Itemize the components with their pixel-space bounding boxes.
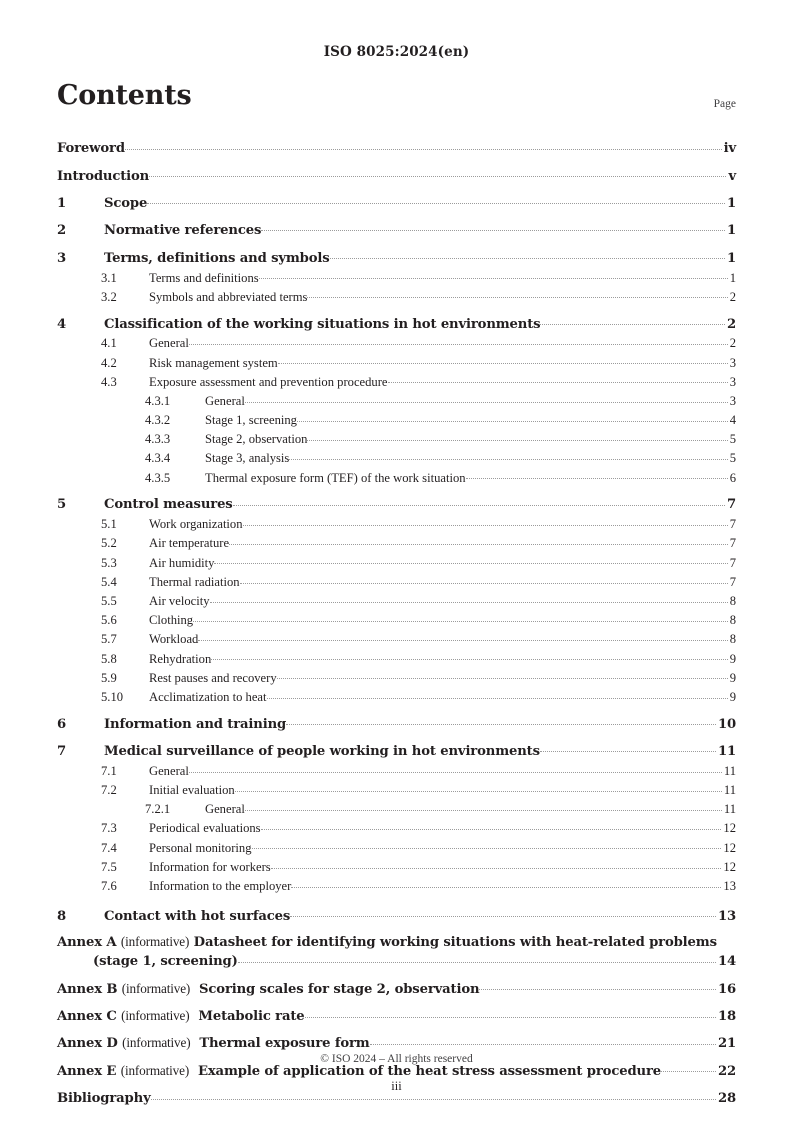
toc-entry-7-6[interactable] xyxy=(57,877,736,892)
toc-entry-introduction-page-number: v xyxy=(728,168,736,184)
dot-leader xyxy=(540,742,716,755)
toc-entry-4-3-5-number: 4.3.5 xyxy=(145,470,171,485)
dot-leader xyxy=(214,554,727,567)
toc-entry-annex-a-title: Datasheet for identifying working situations with heat-related problems xyxy=(189,934,717,950)
dot-leader xyxy=(271,858,722,871)
toc-entry-4-3-2-number: 4.3.2 xyxy=(145,413,171,428)
dot-leader xyxy=(307,288,727,301)
toc-entry-annex-a-line-2-page-number: 14 xyxy=(717,954,736,970)
toc-entry-5-9-label: Rest pauses and recovery xyxy=(149,670,277,685)
toc-entry-annex-a-line-2-label: (stage 1, screening) xyxy=(93,954,238,970)
dot-leader xyxy=(235,781,722,794)
toc-entry-annex-e-page-number: 22 xyxy=(717,1063,736,1079)
toc-entry-5-3[interactable] xyxy=(57,554,736,569)
toc-entry-7-1[interactable] xyxy=(57,762,736,777)
toc-entry-5-2-page-number: 7 xyxy=(729,536,736,551)
toc-entry-foreword-page-number: iv xyxy=(723,141,736,157)
toc-entry-4-2[interactable] xyxy=(57,354,736,369)
toc-entry-introduction[interactable] xyxy=(57,166,736,182)
toc-entry-4-3-5-page-number: 6 xyxy=(729,470,736,485)
toc-entry-5-1-page-number: 7 xyxy=(729,517,736,532)
toc-entry-5-8-page-number: 9 xyxy=(729,651,736,666)
toc-entry-5-5-page-number: 8 xyxy=(729,593,736,608)
dot-leader xyxy=(259,269,728,282)
dot-leader xyxy=(243,516,728,529)
toc-entry-4-3-3-page-number: 5 xyxy=(729,432,736,447)
toc-entry-7-1-label: General xyxy=(149,763,189,778)
toc-entry-3-1-page-number: 1 xyxy=(729,270,736,285)
toc-entry-7-5-number: 7.5 xyxy=(101,859,117,874)
toc-entry-3-label: Terms, definitions and symbols xyxy=(104,250,330,266)
toc-entry-4-3-1-page-number: 3 xyxy=(729,393,736,408)
dot-leader xyxy=(189,335,728,348)
toc-entry-1-number: 1 xyxy=(57,195,67,211)
toc-entry-3-1-number: 3.1 xyxy=(101,270,117,285)
toc-entry-5-6-number: 5.6 xyxy=(101,613,117,628)
dot-leader xyxy=(297,411,728,424)
toc-entry-7-5-page-number: 12 xyxy=(723,859,736,874)
toc-entry-4-3-4-label: Stage 3, analysis xyxy=(205,451,290,466)
toc-entry-4-3-2-page-number: 4 xyxy=(729,413,736,428)
toc-entry-annex-e-informative: (informative) xyxy=(120,1062,190,1078)
toc-entry-annex-c-head: Annex C xyxy=(57,1008,122,1024)
toc-entry-5-10-label: Acclimatization to heat xyxy=(149,689,267,704)
toc-entry-5-1-number: 5.1 xyxy=(101,517,117,532)
toc-entry-4-3[interactable] xyxy=(57,373,736,388)
toc-entry-4-3-label: Exposure assessment and prevention procedure xyxy=(149,374,388,389)
toc-entry-7-5-label: Information for workers xyxy=(149,859,271,874)
toc-entry-5-4-label: Thermal radiation xyxy=(149,574,240,589)
toc-entry-4-3-1-number: 4.3.1 xyxy=(145,393,171,408)
toc-entry-6-page-number: 10 xyxy=(717,716,736,732)
toc-entry-6[interactable] xyxy=(57,714,736,730)
toc-entry-7-5[interactable] xyxy=(57,858,736,873)
dot-leader xyxy=(291,877,721,890)
toc-entry-7-label: Medical surveillance of people working in hot environments xyxy=(104,744,540,760)
toc-entry-5-5[interactable] xyxy=(57,592,736,607)
toc-entry-5-label: Control measures xyxy=(104,497,233,513)
toc-entry-5-number: 5 xyxy=(57,497,67,513)
toc-entry-4-number: 4 xyxy=(57,316,67,332)
toc-entry-5-3-page-number: 7 xyxy=(729,555,736,570)
toc-entry-7-2-label: Initial evaluation xyxy=(149,783,235,798)
toc-entry-annex-b[interactable] xyxy=(57,979,736,995)
dot-leader xyxy=(198,631,727,644)
toc-entry-4-2-label: Risk management system xyxy=(149,355,278,370)
toc-entry-5-1-label: Work organization xyxy=(149,517,243,532)
toc-entry-annex-a-line-1 xyxy=(57,934,736,950)
toc-entry-4-2-page-number: 3 xyxy=(729,355,736,370)
toc-entry-5-1[interactable] xyxy=(57,516,736,531)
toc-entry-7-1-number: 7.1 xyxy=(101,763,117,778)
dot-leader xyxy=(229,535,728,548)
toc-entry-5-9-number: 5.9 xyxy=(101,670,117,685)
toc-entry-annex-a-informative: (informative) xyxy=(120,933,190,949)
toc-entry-7-2[interactable] xyxy=(57,781,736,796)
dot-leader xyxy=(211,650,727,663)
toc-entry-4-3-1[interactable] xyxy=(57,392,736,407)
toc-entry-foreword[interactable] xyxy=(57,139,736,155)
toc-entry-4-3-5[interactable] xyxy=(57,469,736,484)
dot-leader xyxy=(240,573,728,586)
toc-entry-5-4[interactable] xyxy=(57,573,736,588)
toc-entry-3-number: 3 xyxy=(57,250,67,266)
toc-entry-4[interactable] xyxy=(57,314,736,330)
toc-entry-5-5-label: Air velocity xyxy=(149,593,210,608)
dot-leader xyxy=(289,450,727,463)
toc-entry-7-4-number: 7.4 xyxy=(101,840,117,855)
toc-entry-5-7-label: Workload xyxy=(149,632,199,647)
toc-entry-4-1-number: 4.1 xyxy=(101,336,117,351)
toc-entry-3-2-number: 3.2 xyxy=(101,289,117,304)
toc-entry-5-9[interactable] xyxy=(57,669,736,684)
toc-entry-5-2-number: 5.2 xyxy=(101,536,117,551)
toc-entry-3[interactable] xyxy=(57,249,736,265)
toc-entry-5-page-number: 7 xyxy=(726,497,736,513)
toc-entry-4-3-4-number: 4.3.4 xyxy=(145,451,171,466)
toc-entry-3-1-label: Terms and definitions xyxy=(149,270,259,285)
dot-leader xyxy=(189,762,722,775)
toc-entry-5-8[interactable] xyxy=(57,650,736,665)
toc-entry-5-2[interactable] xyxy=(57,535,736,550)
toc-entry-4-3-2-label: Stage 1, screening xyxy=(205,413,297,428)
toc-entry-4-1-label: General xyxy=(149,336,189,351)
folio-page-number: iii xyxy=(391,1079,402,1093)
toc-entry-annex-a[interactable] xyxy=(57,934,736,968)
toc-entry-4-3-number: 4.3 xyxy=(101,374,117,389)
toc-entry-3-1[interactable] xyxy=(57,269,736,284)
toc-entry-5-8-number: 5.8 xyxy=(101,651,117,666)
dot-leader xyxy=(305,1007,716,1020)
toc-entry-2-page-number: 1 xyxy=(726,223,736,239)
dot-leader xyxy=(290,907,716,920)
toc-entry-4-3-3-label: Stage 2, observation xyxy=(205,432,308,447)
dot-leader xyxy=(245,801,722,814)
toc-entry-annex-c-informative: (informative) xyxy=(121,1007,190,1023)
toc-entry-foreword-label: Foreword xyxy=(57,141,125,157)
dot-leader xyxy=(540,314,725,327)
toc-entry-7-3-page-number: 12 xyxy=(723,821,736,836)
toc-entry-annex-b-label: Scoring scales for stage 2, observation xyxy=(190,981,480,997)
toc-entry-4-3-3[interactable] xyxy=(57,431,736,446)
dot-leader xyxy=(210,592,728,605)
toc-entry-7-2-page-number: 11 xyxy=(723,783,736,798)
toc-entry-7-1-page-number: 11 xyxy=(723,763,736,778)
table-of-contents xyxy=(57,128,736,1105)
running-head: ISO 8025:2024(en) xyxy=(323,44,470,60)
toc-entry-3-page-number: 1 xyxy=(726,250,736,266)
toc-entry-annex-b-head: Annex B xyxy=(57,981,122,997)
toc-entry-1[interactable] xyxy=(57,194,736,210)
toc-entry-5-6-label: Clothing xyxy=(149,613,194,628)
page-column-header: Page xyxy=(713,98,736,110)
toc-entry-4-1-page-number: 2 xyxy=(729,336,736,351)
toc-entry-5-10[interactable] xyxy=(57,688,736,703)
toc-entry-7-6-number: 7.6 xyxy=(101,878,117,893)
toc-entry-7-2-number: 7.2 xyxy=(101,783,117,798)
toc-entry-annex-d[interactable] xyxy=(57,1034,736,1050)
toc-entry-5-5-number: 5.5 xyxy=(101,593,117,608)
toc-entry-5-7[interactable] xyxy=(57,631,736,646)
dot-leader xyxy=(245,392,728,405)
toc-entry-7-3[interactable] xyxy=(57,820,736,835)
toc-entry-7-6-page-number: 13 xyxy=(723,878,736,893)
toc-entry-annex-e-label: Example of application of the heat stress assessment procedure xyxy=(189,1063,661,1079)
toc-entry-annex-d-label: Thermal exposure form xyxy=(190,1036,370,1052)
dot-leader xyxy=(479,979,716,992)
toc-entry-7-4-label: Personal monitoring xyxy=(149,840,252,855)
toc-entry-annex-a-head: Annex A xyxy=(57,934,121,950)
dot-leader xyxy=(238,952,716,965)
toc-entry-annex-d-page-number: 21 xyxy=(717,1036,736,1052)
dot-leader xyxy=(307,431,727,444)
toc-entry-introduction-label: Introduction xyxy=(57,168,150,184)
toc-entry-6-number: 6 xyxy=(57,716,67,732)
toc-entry-7-number: 7 xyxy=(57,744,67,760)
toc-entry-7-6-label: Information to the employer xyxy=(149,878,292,893)
toc-entry-3-2-label: Symbols and abbreviated terms xyxy=(149,289,308,304)
toc-entry-bibliography-page-number: 28 xyxy=(717,1091,736,1107)
dot-leader xyxy=(466,469,728,482)
dot-leader xyxy=(147,194,725,207)
dot-leader xyxy=(330,249,725,262)
toc-entry-5-6-page-number: 8 xyxy=(729,613,736,628)
dot-leader xyxy=(125,139,722,152)
toc-entry-bibliography-label: Bibliography xyxy=(57,1091,151,1107)
page-title: Contents xyxy=(57,80,192,111)
toc-entry-5-8-label: Rehydration xyxy=(149,651,212,666)
toc-entry-5-3-label: Air humidity xyxy=(149,555,215,570)
toc-entry-4-3-5-label: Thermal exposure form (TEF) of the work situation xyxy=(205,470,466,485)
toc-entry-5-7-page-number: 8 xyxy=(729,632,736,647)
toc-entry-8[interactable] xyxy=(57,907,736,923)
toc-entry-4-3-page-number: 3 xyxy=(729,374,736,389)
toc-entry-2-number: 2 xyxy=(57,223,67,239)
toc-entry-5-10-number: 5.10 xyxy=(101,689,124,704)
dot-leader xyxy=(267,688,728,701)
dot-leader xyxy=(278,354,728,367)
toc-entry-7-4-page-number: 12 xyxy=(723,840,736,855)
toc-entry-5[interactable] xyxy=(57,495,736,511)
toc-entry-annex-e-head: Annex E xyxy=(57,1063,121,1079)
dot-leader xyxy=(252,839,722,852)
toc-entry-4-3-1-label: General xyxy=(205,393,245,408)
toc-entry-5-10-page-number: 9 xyxy=(729,689,736,704)
toc-entry-7-2-1[interactable] xyxy=(57,801,736,816)
dot-leader xyxy=(277,669,728,682)
toc-entry-7[interactable] xyxy=(57,742,736,758)
toc-entry-1-page-number: 1 xyxy=(726,195,736,211)
copyright-notice: © ISO 2024 – All rights reserved xyxy=(320,1053,473,1065)
toc-entry-4-3-4-page-number: 5 xyxy=(729,451,736,466)
toc-entry-annex-d-informative: (informative) xyxy=(122,1035,191,1051)
toc-entry-4-1[interactable] xyxy=(57,335,736,350)
toc-entry-annex-c[interactable] xyxy=(57,1007,736,1023)
toc-entry-5-4-number: 5.4 xyxy=(101,574,117,589)
toc-entry-5-7-number: 5.7 xyxy=(101,632,117,647)
toc-entry-2[interactable] xyxy=(57,221,736,237)
toc-entry-5-2-label: Air temperature xyxy=(149,536,230,551)
toc-entry-6-label: Information and training xyxy=(104,716,287,732)
dot-leader xyxy=(370,1034,716,1047)
title-row xyxy=(57,80,736,120)
toc-entry-8-label: Contact with hot surfaces xyxy=(104,908,291,924)
toc-entry-7-page-number: 11 xyxy=(717,744,736,760)
toc-entry-4-page-number: 2 xyxy=(726,316,736,332)
toc-entry-annex-a-line-2 xyxy=(57,952,736,968)
toc-entry-1-label: Scope xyxy=(104,195,148,211)
toc-entry-2-label: Normative references xyxy=(104,223,262,239)
toc-entry-5-3-number: 5.3 xyxy=(101,555,117,570)
toc-entry-5-4-page-number: 7 xyxy=(729,574,736,589)
toc-entry-4-label: Classification of the working situations in hot environments xyxy=(104,316,541,332)
dot-leader xyxy=(261,820,722,833)
dot-leader xyxy=(261,221,725,234)
toc-entry-8-page-number: 13 xyxy=(717,908,736,924)
toc-entry-4-3-2[interactable] xyxy=(57,411,736,426)
dot-leader xyxy=(286,714,716,727)
toc-entry-7-3-number: 7.3 xyxy=(101,821,117,836)
dot-leader xyxy=(149,166,726,179)
toc-entry-7-2-1-label: General xyxy=(205,802,245,817)
toc-entry-3-2-page-number: 2 xyxy=(729,289,736,304)
toc-entry-4-3-4[interactable] xyxy=(57,450,736,465)
toc-entry-5-9-page-number: 9 xyxy=(729,670,736,685)
toc-entry-5-6[interactable] xyxy=(57,612,736,627)
toc-entry-7-4[interactable] xyxy=(57,839,736,854)
dot-leader xyxy=(233,495,725,508)
dot-leader xyxy=(193,612,728,625)
toc-entry-annex-c-page-number: 18 xyxy=(717,1008,736,1024)
toc-entry-4-3-3-number: 4.3.3 xyxy=(145,432,171,447)
toc-entry-3-2[interactable] xyxy=(57,288,736,303)
toc-entry-annex-b-informative: (informative) xyxy=(121,980,191,996)
toc-entry-7-2-1-page-number: 11 xyxy=(723,802,736,817)
dot-leader xyxy=(388,373,728,386)
toc-entry-7-2-1-number: 7.2.1 xyxy=(145,802,171,817)
toc-entry-annex-b-page-number: 16 xyxy=(717,981,736,997)
toc-entry-annex-d-head: Annex D xyxy=(57,1036,123,1052)
toc-entry-8-number: 8 xyxy=(57,908,67,924)
toc-entry-7-3-label: Periodical evaluations xyxy=(149,821,261,836)
toc-entry-annex-c-label: Metabolic rate xyxy=(189,1008,305,1024)
toc-entry-4-2-number: 4.2 xyxy=(101,355,117,370)
